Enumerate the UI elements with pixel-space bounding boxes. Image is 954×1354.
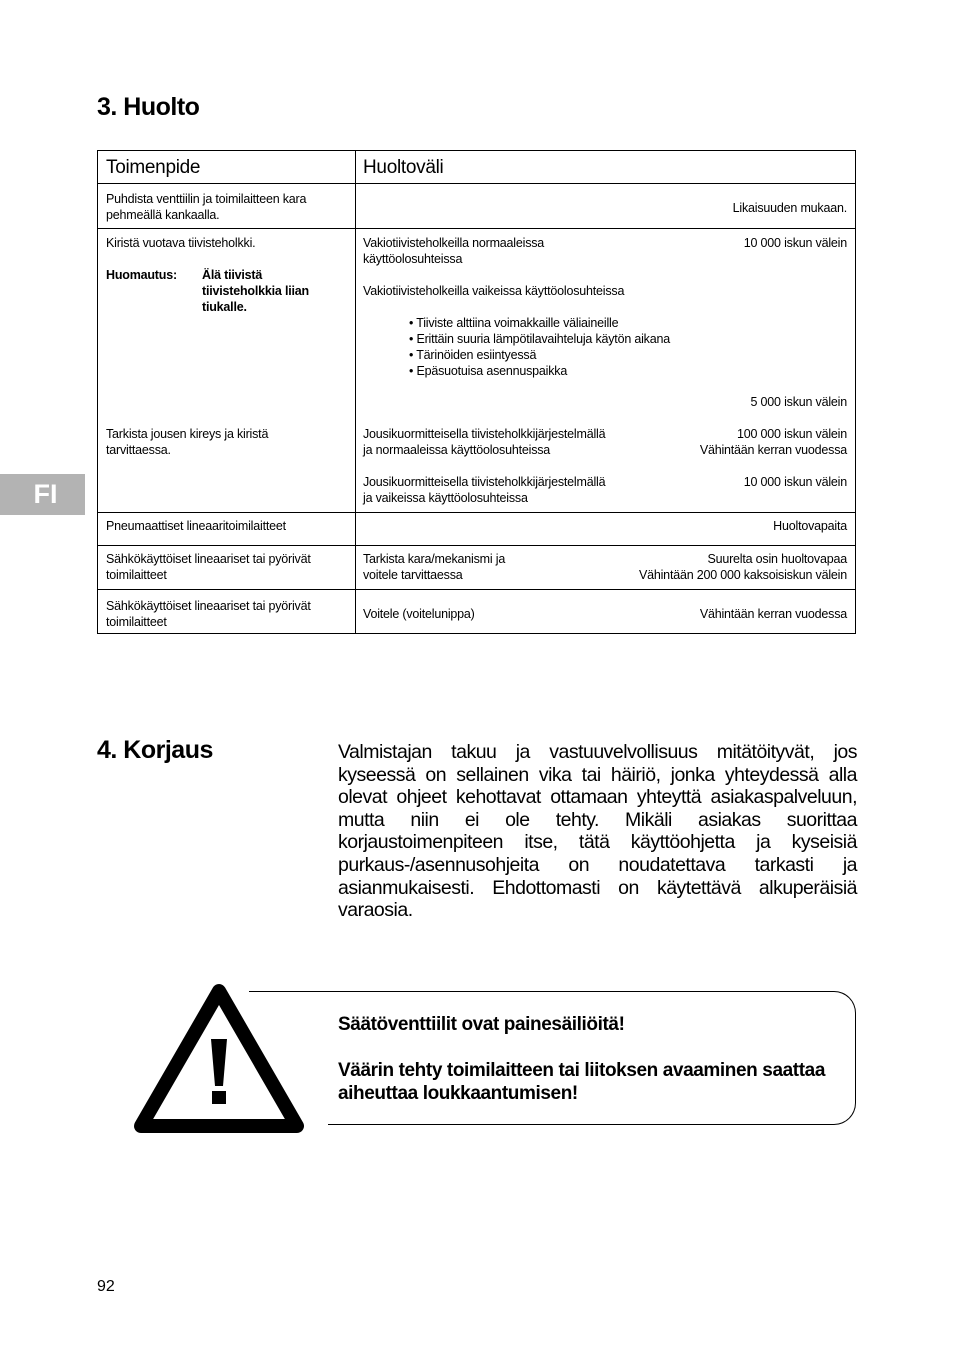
list-item: • Erittäin suuria lämpötilavaihteluja käytön aikana (409, 332, 670, 346)
maintenance-table (97, 150, 856, 634)
table-row-divider (98, 545, 855, 546)
table-cell-interval: 10 000 iskun välein (743, 475, 847, 489)
warning-heading: Säätöventtiilit ovat painesäiliöitä! (338, 1014, 625, 1035)
condition-bullet-list (409, 315, 670, 379)
list-item: • Tiiviste alttiina voimakkaille väliaineille (409, 316, 619, 330)
table-cell-condition: Voitele (voitelunippa) (363, 607, 475, 621)
list-item: • Epäsuotuisa asennuspaikka (409, 364, 568, 378)
table-cell-action: Sähkökäyttöiset lineaariset tai pyörivät toimilaitteet (106, 552, 311, 582)
table-cell-action: Kiristä vuotava tiivisteholkki. (106, 236, 256, 250)
table-cell-action: Tarkista jousen kireys ja kiristä tarvittaessa. (106, 427, 269, 457)
language-tab: FI (0, 474, 85, 515)
table-header-action: Toimenpide (106, 157, 201, 178)
table-cell-action: Sähkökäyttöiset lineaariset tai pyörivät toimilaitteet (106, 599, 311, 629)
table-cell-interval: 10 000 iskun välein (743, 236, 847, 250)
table-cell-interval: Huoltovapaita (773, 519, 847, 533)
table-cell-interval: 100 000 iskun välein Vähintään kerran vuodessa (699, 427, 847, 457)
table-column-divider (355, 151, 356, 633)
table-cell-condition: Tarkista kara/mekanismi ja voitele tarvittaessa (363, 552, 506, 582)
repair-paragraph: Valmistajan takuu ja vastuuvelvollisuus mitätöityvät, jos kyseessä on sellainen vika tai häiriö, jonka yhteydessä alla olevat ohjeet kehottavat ottamaan yhteyttä asiakaspalveluun, mutta niin ei ole tehty. Mikäli asiakas suorittaa korjaustoimenpiteen itse, tätä käyttöohjetta ja kyseisiä purkaus-/asennusohjeita on noudatettava tarkasti ja asianmukaisesti. Ehdottomasti on käytettävä alkuperäisiä varaosia. (338, 741, 857, 922)
table-cell-condition: Jousikuormitteisella tiivisteholkkijärjestelmällä ja vaikeissa käyttöolosuhteissa (363, 475, 606, 505)
table-cell-condition: Vakiotiivisteholkeilla vaikeissa käyttöolosuhteissa (363, 284, 625, 298)
note-label: Huomautus: (106, 268, 177, 282)
warning-text: Väärin tehty toimilaitteen tai liitoksen avaaminen saattaa aiheuttaa loukkaantumisen! (338, 1060, 825, 1104)
table-cell-condition: Vakiotiivisteholkeilla normaaleissa käyttöolosuhteissa (363, 236, 545, 266)
table-cell-condition: Jousikuormitteisella tiivisteholkkijärjestelmällä ja normaaleissa käyttöolosuhteissa (363, 427, 606, 457)
page-number: 92 (97, 1278, 115, 1295)
list-item: • Tärinöiden esiintyessä (409, 348, 537, 362)
table-cell-action: Puhdista venttiilin ja toimilaitteen kara pehmeällä kankaalla. (106, 192, 307, 222)
table-cell-interval: Likaisuuden mukaan. (732, 201, 847, 215)
table-row-divider (98, 228, 855, 229)
table-row-divider (98, 183, 855, 184)
table-row-divider (98, 589, 855, 590)
table-cell-action: Pneumaattiset lineaaritoimilaitteet (106, 519, 286, 533)
table-cell-interval: Vähintään kerran vuodessa (699, 607, 847, 621)
section-title-korjaus: 4. Korjaus (97, 736, 213, 764)
note-text: Älä tiivistä tiivisteholkkia liian tiukalle. (202, 268, 309, 314)
table-header-interval: Huoltoväli (363, 157, 444, 178)
section-title-huolto: 3. Huolto (97, 93, 200, 121)
table-cell-interval: Suurelta osin huoltovapaa Vähintään 200 000 kaksoisiskun välein (638, 552, 847, 582)
warning-triangle-icon (134, 983, 304, 1135)
table-cell-interval: 5 000 iskun välein (750, 395, 847, 409)
table-row-divider (98, 512, 855, 513)
